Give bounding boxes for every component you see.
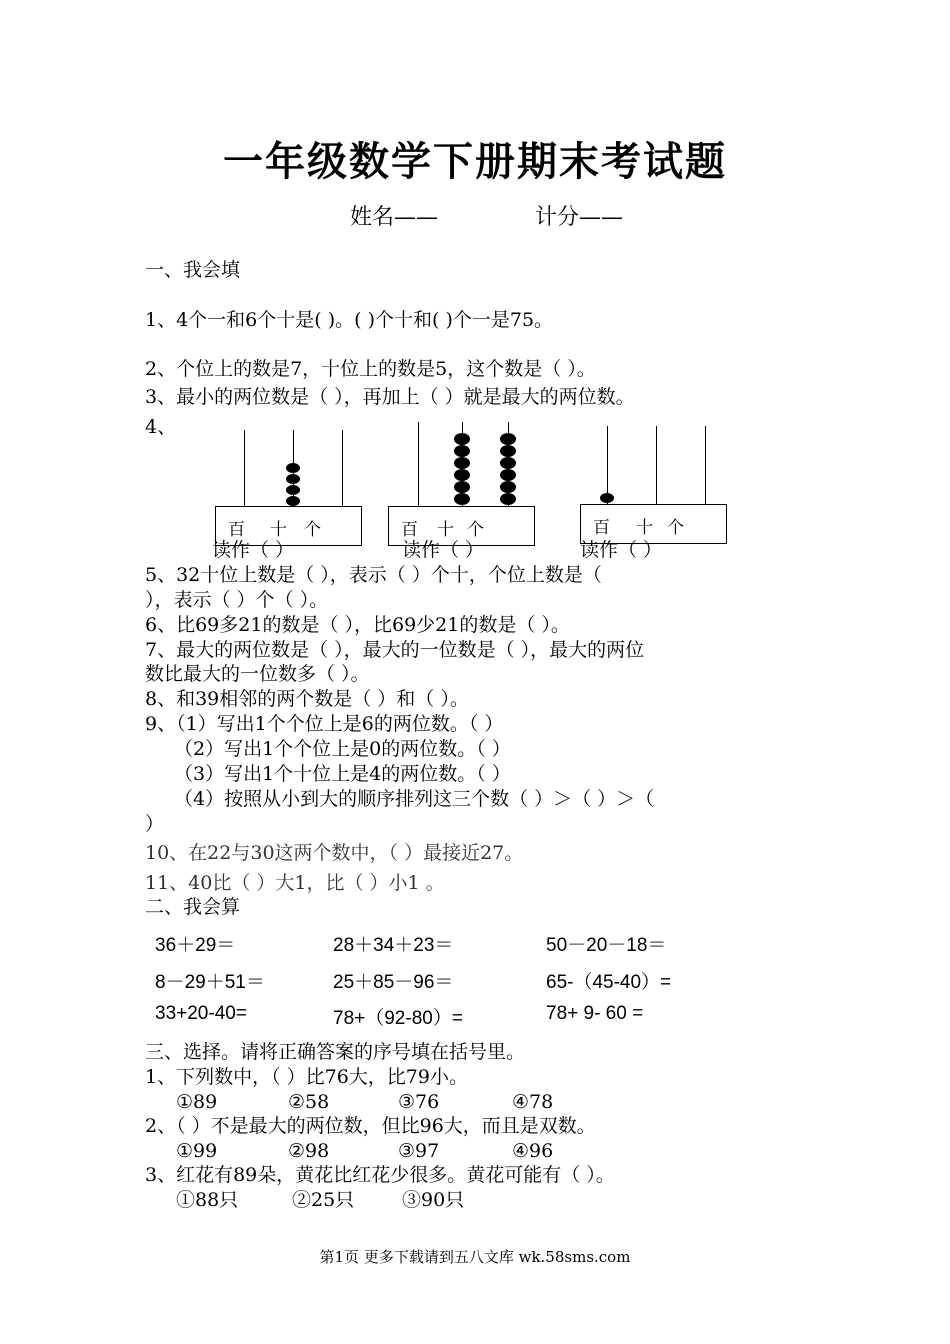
abacus-bead <box>286 463 300 473</box>
abacus-rod <box>342 430 343 508</box>
page-footer: 第1页 更多下载请到五八文库 wk.58sms.com <box>319 1248 631 1266</box>
abacus-rod <box>244 430 245 508</box>
calc-item: 50－20－18＝ <box>546 935 667 956</box>
page-title: 一年级数学下册期末考试题 <box>223 138 727 185</box>
calc-item: 78+（92-80）= <box>333 1008 463 1029</box>
abacus-bead <box>500 469 516 481</box>
choice-option: ①89 <box>176 1091 218 1113</box>
choice-option: ①88只 <box>176 1189 239 1211</box>
calc-item: 36＋29＝ <box>155 935 236 956</box>
abacus-rod <box>418 422 419 508</box>
read-as-1: 读作（ ） <box>212 539 295 561</box>
abacus-rod <box>705 426 706 506</box>
abacus-bead <box>500 481 516 493</box>
abacus-bead <box>500 433 516 445</box>
question-9-2: （2）写出1个个位上是0的两位数。（ ） <box>174 738 511 760</box>
question-4: 4、 <box>145 416 177 438</box>
read-as-2: 读作（ ） <box>402 539 485 561</box>
choice-option: ②98 <box>288 1140 330 1162</box>
choice-option: ③90只 <box>402 1189 465 1211</box>
question-9-1: 9、（1）写出1个个位上是6的两位数。（ ） <box>145 713 504 735</box>
place-value-box: 百 十 个 <box>580 504 727 544</box>
name-label: 姓名—— <box>350 205 439 230</box>
abacus-bead <box>454 481 470 493</box>
choice-option: ④78 <box>512 1091 554 1113</box>
read-as-3: 读作（ ） <box>580 539 663 561</box>
place-value-box: 百 十 个 <box>215 506 362 546</box>
abacus-bead <box>454 457 470 469</box>
abacus-bead <box>500 493 516 505</box>
abacus-bead <box>286 496 300 506</box>
abacus-bead <box>286 485 300 495</box>
question-2: 2、个位上的数是7，十位上的数是5，这个数是（ ）。 <box>145 358 596 380</box>
calc-item: 65-（45-40）= <box>546 972 672 993</box>
section3-heading: 三、选择。请将正确答案的序号填在括号里。 <box>145 1041 526 1063</box>
abacus-bead <box>454 493 470 505</box>
abacus-bead <box>286 474 300 484</box>
question-7-line2: 数比最大的一位数多（ ）。 <box>145 663 370 685</box>
choice-option: ②25只 <box>292 1189 355 1211</box>
question-9-3: （3）写出1个十位上是4的两位数。（ ） <box>174 763 511 785</box>
calc-item: 78+ 9- 60 = <box>546 1003 644 1024</box>
question-5-line2: ），表示（ ）个（ ）。 <box>145 589 329 611</box>
question-11: 11、40比（ ）大1，比（ ）小1 。 <box>145 872 445 894</box>
abacus-bead <box>454 445 470 457</box>
question-3: 3、最小的两位数是（ ），再加上（ ）就是最大的两位数。 <box>145 386 635 408</box>
question-5-line1: 5、32十位上数是（ ），表示（ ）个十，个位上数是（ <box>145 564 602 586</box>
choice-question-2: 2、（ ）不是最大的两位数，但比96大，而且是双数。 <box>145 1115 596 1137</box>
choice-question-3: 3、红花有89朵，黄花比红花少很多。黄花可能有（ ）。 <box>145 1164 615 1186</box>
score-label: 计分—— <box>535 205 624 230</box>
question-1: 1、4个一和6个十是( )。( )个十和( )个一是75。 <box>145 309 554 331</box>
choice-option: ④96 <box>512 1140 554 1162</box>
choice-option: ②58 <box>288 1091 330 1113</box>
choice-option: ③97 <box>398 1140 440 1162</box>
section1-heading: 一、我会填 <box>145 259 241 281</box>
abacus-bead <box>454 433 470 445</box>
choice-question-1: 1、下列数中，（ ）比76大，比79小。 <box>145 1066 468 1088</box>
calc-item: 25＋85－96＝ <box>333 972 454 993</box>
calc-item: 33+20-40= <box>155 1003 247 1024</box>
abacus-bead <box>500 445 516 457</box>
abacus-bead <box>600 493 614 503</box>
abacus-bead <box>500 457 516 469</box>
choice-option: ③76 <box>398 1091 440 1113</box>
question-8: 8、和39相邻的两个数是（ ）和（ ）。 <box>145 688 469 710</box>
abacus-bead <box>454 469 470 481</box>
question-9-4-end: ） <box>145 813 165 835</box>
question-9-4: （4）按照从小到大的顺序排列这三个数（ ）＞（ ）＞（ <box>174 788 655 810</box>
choice-option: ①99 <box>176 1140 218 1162</box>
abacus-rod <box>656 426 657 506</box>
section2-heading: 二、我会算 <box>145 896 241 918</box>
question-6: 6、比69多21的数是（ ），比69少21的数是（ ）。 <box>145 614 570 636</box>
calc-item: 8－29＋51＝ <box>155 972 265 993</box>
calc-item: 28＋34＋23＝ <box>333 935 454 956</box>
question-10: 10、在22与30这两个数中，（ ）最接近27。 <box>145 842 524 864</box>
place-value-box: 百 十 个 <box>388 506 535 546</box>
question-7-line1: 7、最大的两位数是（ ），最大的一位数是（ ），最大的两位 <box>145 639 645 661</box>
